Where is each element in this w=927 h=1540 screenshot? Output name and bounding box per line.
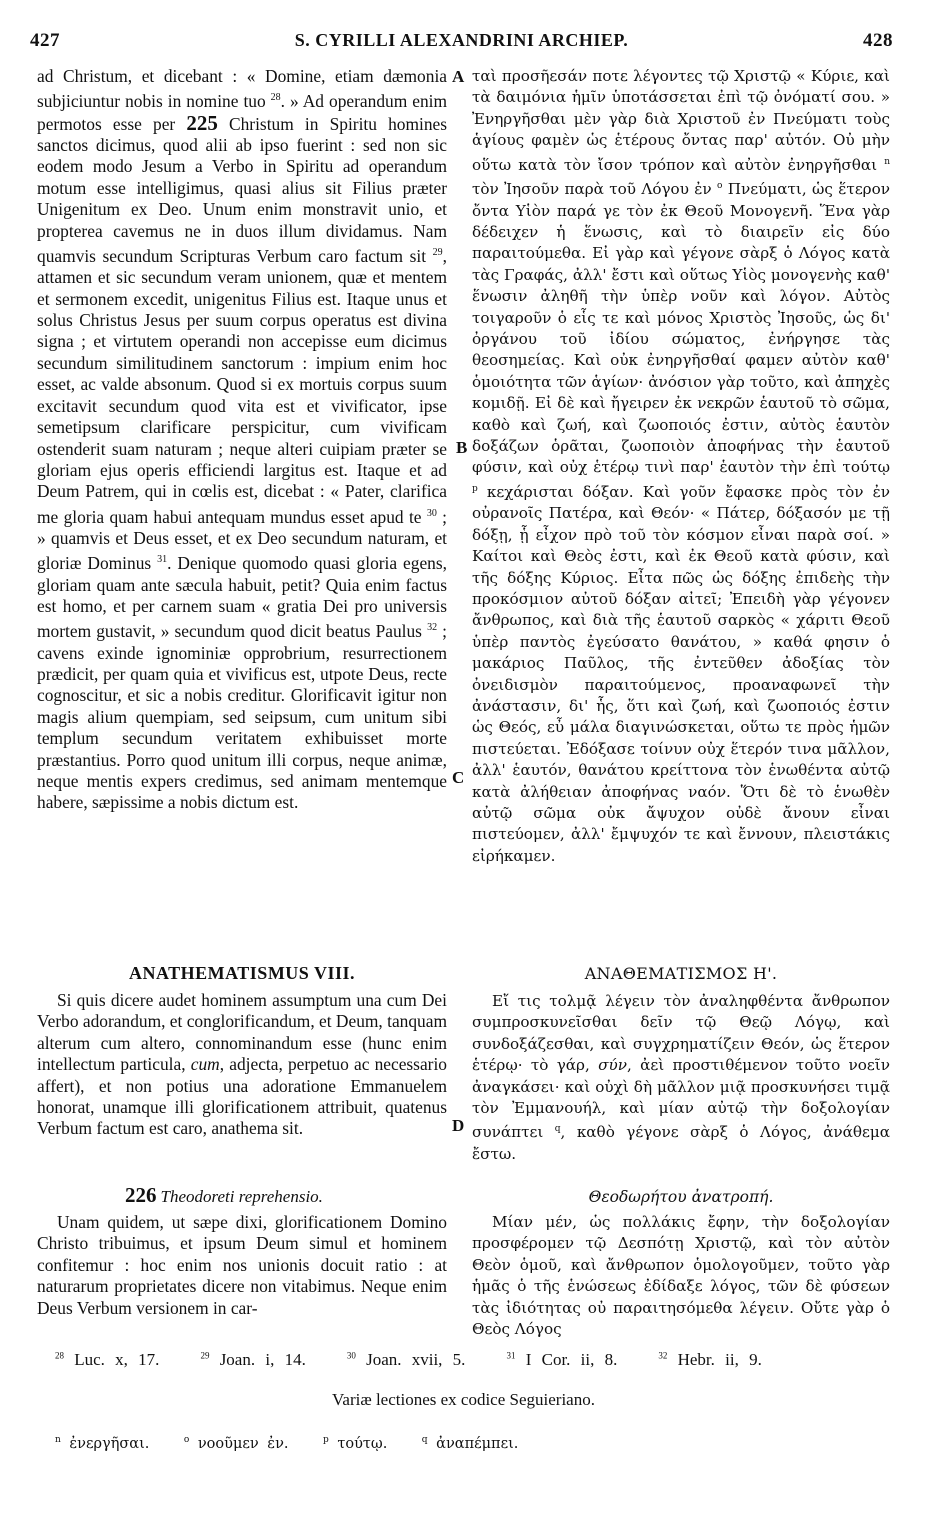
variant-mark: n [55, 1435, 61, 1445]
variant-text: τούτῳ. [337, 1435, 388, 1452]
latin-heading: ANATHEMATISMUS VIII. [128, 963, 356, 983]
footnote-number: 31 [506, 1350, 516, 1361]
variant-text: νοοῦμεν ἐν. [197, 1435, 289, 1452]
latin-reprehensio-block [37, 1183, 447, 1319]
greek-text: , καθὸ γέγονε σὰρξ ὁ Λόγος, ἀνάθεμα ἔστω. [472, 1123, 890, 1163]
greek-text: ταὶ προσῆεσάν ποτε λέγοντες τῷ Χριστῷ « Κύριε, καὶ τὰ δαιμόνια ἡμῖν ὑποτάσσεται ἐπὶ τῷ ὀνόματί σου. » Ἐνηργῆσθαι μὲν γὰρ διὰ Χριστοῦ ἐν Πνεύματι τοὺς ἁγίους φαμὲν ὡς ἑτέρους ὄντας παρ' αὐτόν. Οὐ μὴν οὕτω κατὰ τὸν ἴσον τρόπον καὶ αὐτὸν ἐνηργῆσθαι [472, 67, 890, 174]
greek-anathema-text [472, 991, 890, 1165]
variant [55, 1436, 149, 1452]
latin-anathema-block [37, 963, 447, 1140]
latin-final-paragraph: Unam quidem, ut sæpe dixi, glorificationem Domino Christo tribuimus, et ipsum Deum simul et hominem confitemur : hoc enim nos unionis docuit ratio : at naturarum proprietates dicere non vitabimus. Neque enim Deus Verbum versionem in car- [37, 1212, 447, 1318]
footnotes [55, 1350, 875, 1370]
latin-text: , attamen et sic secundum veram unionem, quæ et mentem et sermonem excedit, unigenitus Filius est. Itaque unus et solus Christus Jesus per suum corpus operatus est divina signa ; et virtutem operandi non accepisse eum dicimus secundum similitudinem sanctorum : impium enim hoc esset, ac valde absonum. Quod si ex mortuis corpus suum excitavit secundum quod vita est et vivificator, ipse semetipsum clarificare perspicitur, cum vivificam ostenderit suam naturam ; neque alteri cuipiam præter se gloriam ejus operis efficiendi largitus est. Itaque et ad Deum Patrem, qui in cœlis est, dicebat : « Pater, clarifica me gloria quam habui antequam mundus esset apud te [37, 245, 447, 527]
footnote-ref: 32 [427, 622, 438, 634]
footnote-ref: 30 [426, 507, 437, 519]
footnote-text: Joan. i, 14. [219, 1350, 306, 1369]
footnote [506, 1350, 617, 1369]
latin-text: Si quis dicere audet hominem assumptum una cum Dei Verbo adorandum, et conglorificandum, et Deum, tanquam alterum cum altero, connominandum esse (hunc enim intellectum particula, [37, 990, 448, 1075]
latin-text: ; » quamvis et Deus esset, et ex Deo secundum naturam, et gloriæ Dominus [37, 506, 447, 574]
latin-column [37, 66, 447, 814]
section-number: 225 [186, 110, 218, 135]
running-title: S. CYRILLI ALEXANDRINI ARCHIEP. [294, 30, 629, 50]
variant-ref: q [554, 1124, 561, 1135]
variant-ref: n [884, 156, 890, 167]
footnote-number: 30 [346, 1350, 356, 1361]
footnote-text: Joan. xvii, 5. [366, 1350, 466, 1369]
variant-mark: p [322, 1435, 329, 1445]
footnote-number: 29 [200, 1350, 210, 1361]
variant [323, 1436, 387, 1452]
greek-text: , ἀεὶ προστιθέμενον τοῦτο νοεῖν ἀναγκάσει· καὶ οὐχὶ δὴ μᾶλλον μιᾷ προσκυνήσει τιμᾷ τὸν Ἐμμανουήλ, καὶ μίαν αὐτῷ τὴν δοξολογίαν συνάπτει [472, 1056, 890, 1142]
margin-letter-c: C [452, 768, 465, 787]
footnote-text: Hebr. ii, 9. [677, 1350, 762, 1369]
footnote-text: I Cor. ii, 8. [525, 1350, 618, 1369]
page-number-right: 428 [862, 30, 893, 51]
variant-text: ἐνεργῆσαι. [69, 1435, 150, 1452]
greek-column [472, 66, 890, 867]
variae-lectiones-heading: Variæ lectiones ex codice Seguieriano. [332, 1390, 595, 1409]
greek-text: τὸν Ἰησοῦν παρὰ τοῦ Λόγου ἐν [472, 180, 718, 199]
latin-text: ; cavens exinde ignominiæ opprobrium, resurrectionem prædicit, per quam quia et vivificus est, utpote Deus, recte cognoscitur, et sic a nobis creditur. Glorificavit igitur non magis alium quempiam, sed seipsum, cum unitum sibi templum secundum veritatem exhibuisset morte præstantius. Porro quod unitum illi corpus, neque animæ, neque mentis expers credimus, sed animam mentemque habere, sæpissime a nobis dictum est. [37, 621, 447, 813]
footnote-ref: 31 [157, 554, 168, 566]
variant [184, 1436, 289, 1452]
latin-anathema-text [37, 990, 447, 1140]
margin-letter-d: D [452, 1116, 465, 1135]
subheading-title: Theodoreti reprehensio. [160, 1187, 323, 1206]
latin-paragraph-main [37, 66, 447, 814]
latin-text: . » Ad operandum enim permotos esse per [37, 91, 448, 134]
page-number-left: 427 [30, 30, 60, 51]
latin-italic-word: cum [190, 1054, 220, 1075]
variant-readings [55, 1435, 518, 1452]
footnote-ref: 28 [270, 92, 281, 104]
latin-subheading [37, 1183, 447, 1208]
latin-text: , adjecta, perpetuo ac necessario affert), et non potius una adoratione Emmanuelem honorat, unamque illi glorificationem attribuit, quatenus Verbum factum est caro, anathema sit. [37, 1054, 447, 1139]
variant-mark: q [421, 1435, 428, 1445]
footnote [658, 1350, 762, 1369]
variant-mark: o [183, 1435, 190, 1445]
greek-heading: ΑΝΑΘΕΜΑΤΙΣΜΟΣ Η'. [584, 964, 778, 983]
greek-paragraph-main [472, 66, 890, 867]
footnote-text: Luc. x, 17. [74, 1350, 160, 1369]
footnote-ref: 29 [432, 247, 443, 259]
footnote-number: 32 [658, 1350, 668, 1361]
greek-text: Εἴ τις τολμᾷ λέγειν τὸν ἀναληφθέντα ἄνθρωπον συμπροσκυνεῖσθαι δεῖν τῷ Θεῷ Λόγῳ, καὶ συνδοξάζεσθαι, καὶ συγχρηματίζειν Θεόν, ὡς ἕτερον ἑτέρῳ· τὸ γάρ, [472, 992, 890, 1075]
greek-anathema-block [472, 964, 890, 1165]
margin-letter-a: A [452, 67, 465, 86]
page-header [30, 30, 893, 60]
greek-text: κεχάρισται δόξαν. Καὶ γοῦν ἔφασκε πρὸς τὸν ἐν οὐρανοῖς Πατέρα, καὶ Θεόν· « Πάτερ, δόξασόν με τῇ δόξῃ, ᾗ εἶχον πρὸ τοῦ τὸν κόσμον εἶναι παρὰ σοί. » Καίτοι καὶ Θεὸς ἐστι, καὶ ἐκ Θεοῦ κατὰ φύσιν, καὶ τῆς δόξης Κύριος. Εἶτα πῶς ὡς δόξης ἐπιδεὴς τὴν προκόσμιον αὐτοῦ δόξαν αἰτεῖ; Ἐπειδὴ γὰρ γέγονεν ἄνθρωπος, καὶ διὰ τῆς ἑαυτοῦ σαρκὸς « χάριτι Θεοῦ ὑπὲρ παντὸς ἐγεύσατο θανάτου, » καθά φησιν ὁ μακάριος Παῦλος, τῆς ἐντεῦθεν ἀδοξίας τὸν ὀνειδισμὸν παραιτούμενος, προαναφωνεῖ τὴν ἀνάστασιν, δι' ἧς, ὅτι καὶ ζωή, καὶ ζωοποιός ἐστιν ὡς Θεός, εὖ μάλα διαγινώσκεται, οὕτω τε πρὸς ἡμῶν πιστεύεται. Ἐδόξασε τοίνυν οὐχ ἕτερόν τινα μᾶλλον, ἀλλ' ἑαυτόν, θανάτου κρείττονα τὸν ἑνωθέντα αὐτῷ κατὰ ἀλήθειαν ἀποφήνας ναόν. Ὅτι δὲ τὸ ἑνωθὲν αὐτῷ σῶμα οὐκ ἄψυχον οὐδὲ ἄνουν εἶναι πιστεύομεν, ἀλλ' ἔμψυχόν τε καὶ ἔννουν, πλειστάκις εἰρήκαμεν. [472, 482, 890, 865]
footnote [347, 1350, 466, 1369]
variant-ref: p [472, 483, 478, 494]
margin-letter-b: B [456, 438, 468, 457]
variant-ref: o [717, 181, 723, 192]
latin-text: Christum in Spiritu homines sanctos dicimus, quod alii ab ipso fuerint : sed non sic eodem modo Jesum a Verbo in Spiritu ad operandum motum esse intelligimus, quasi alius sit Filius præter Unigenitum ex Deo. Unum enim monstravit unio, et propterea cavemus ne in duos illum dividamus. Nam quamvis secundum Scripturas Verbum caro factum sit [37, 113, 448, 266]
greek-italic-word: σύν [598, 1056, 627, 1075]
section-number: 226 [125, 1183, 157, 1207]
variant [422, 1436, 519, 1452]
footnote [200, 1350, 305, 1369]
variant-text: ἀναπέμπει. [436, 1435, 519, 1452]
latin-text: . Denique quomodo quasi gloria egens, gloriam quam ante sæcula habuit, petit? Quia enim factus est homo, et per carnem suam « gratia Dei pro universis mortem gustavit, » secundum quod dicit beatus Paulus [37, 553, 447, 642]
greek-refutation-block [472, 1188, 890, 1340]
latin-text: ad Christum, et dicebant : « Domine, etiam dæmonia subjiciuntur nobis in nomine tuo [37, 66, 447, 112]
footnote [55, 1350, 159, 1369]
greek-subheading: Θεοδωρήτου ἀνατροπή. [588, 1188, 774, 1206]
footnote-number: 28 [55, 1350, 64, 1361]
greek-text: Πνεύματι, ὡς ἕτερον ὄντα Υἱὸν παρά γε τὸν ἐκ Θεοῦ Μονογενῆ. Ἕνα γὰρ δέδειχεν ἡ ἕνωσις, καὶ τὸ διαιρεῖν εἰς δύο παραιτούμεθα. Εἰ γὰρ καὶ γέγονε σὰρξ ὁ Λόγος κατὰ τὰς Γραφάς, ἀλλ' ἔστι καὶ οὕτως Υἱὸς μονογενὴς καθ' ἕνωσιν ἀληθῆ τὴν ὑπὲρ νοῦν καὶ λόγον. Αὐτὸς τοιγαροῦν ὁ εἷς τε καὶ μόνος Χριστὸς Ἰησοῦς, ὡς δι' ὀργάνου τοῦ ἰδίου σώματος, ἐνήργησε τὰς θεοσημείας. Καὶ οὐκ ἐνηργῆσθαί φαμεν αὐτὸν καθ' ὁμοιότητα τῶν ἁγίων· ἀνόσιον γὰρ τοῦτο, καὶ ἀπηχὲς κομιδῇ. Εἰ δὲ καὶ ἤγειρεν ἐκ νεκρῶν ἑαυτοῦ τὸ σῶμα, καθὸ καὶ ζωή, καὶ ζωοποιός ἐστιν, αὐτὸς ἑαυτὸν δοξάζων ὁρᾶται, ζωοποιὸν ἀποφήνας τὴν ἑαυτοῦ φύσιν, καὶ οὐχ ἑτέρῳ τινὶ παρ' ἑαυτὸν τὴν ἐπὶ τούτῳ [472, 180, 890, 477]
greek-final-paragraph: Μίαν μέν, ὡς πολλάκις ἔφην, τὴν δοξολογίαν προσφέρομεν τῷ Δεσπότῃ Χριστῷ, καὶ τὸν αὐτὸν Θεὸν ὁμοῦ, καὶ ἄνθρωπον ὁμολογοῦμεν, τοῦτο γὰρ ἡμᾶς ὁ τῆς ἑνώσεως ἐδίδαξε λόγος, τῶν δὲ φύσεων τὰς ἰδιότητας οὐ παραιτησόμεθα λέγειν. Οὔτε γὰρ ὁ Θεὸς Λόγος [472, 1213, 890, 1339]
